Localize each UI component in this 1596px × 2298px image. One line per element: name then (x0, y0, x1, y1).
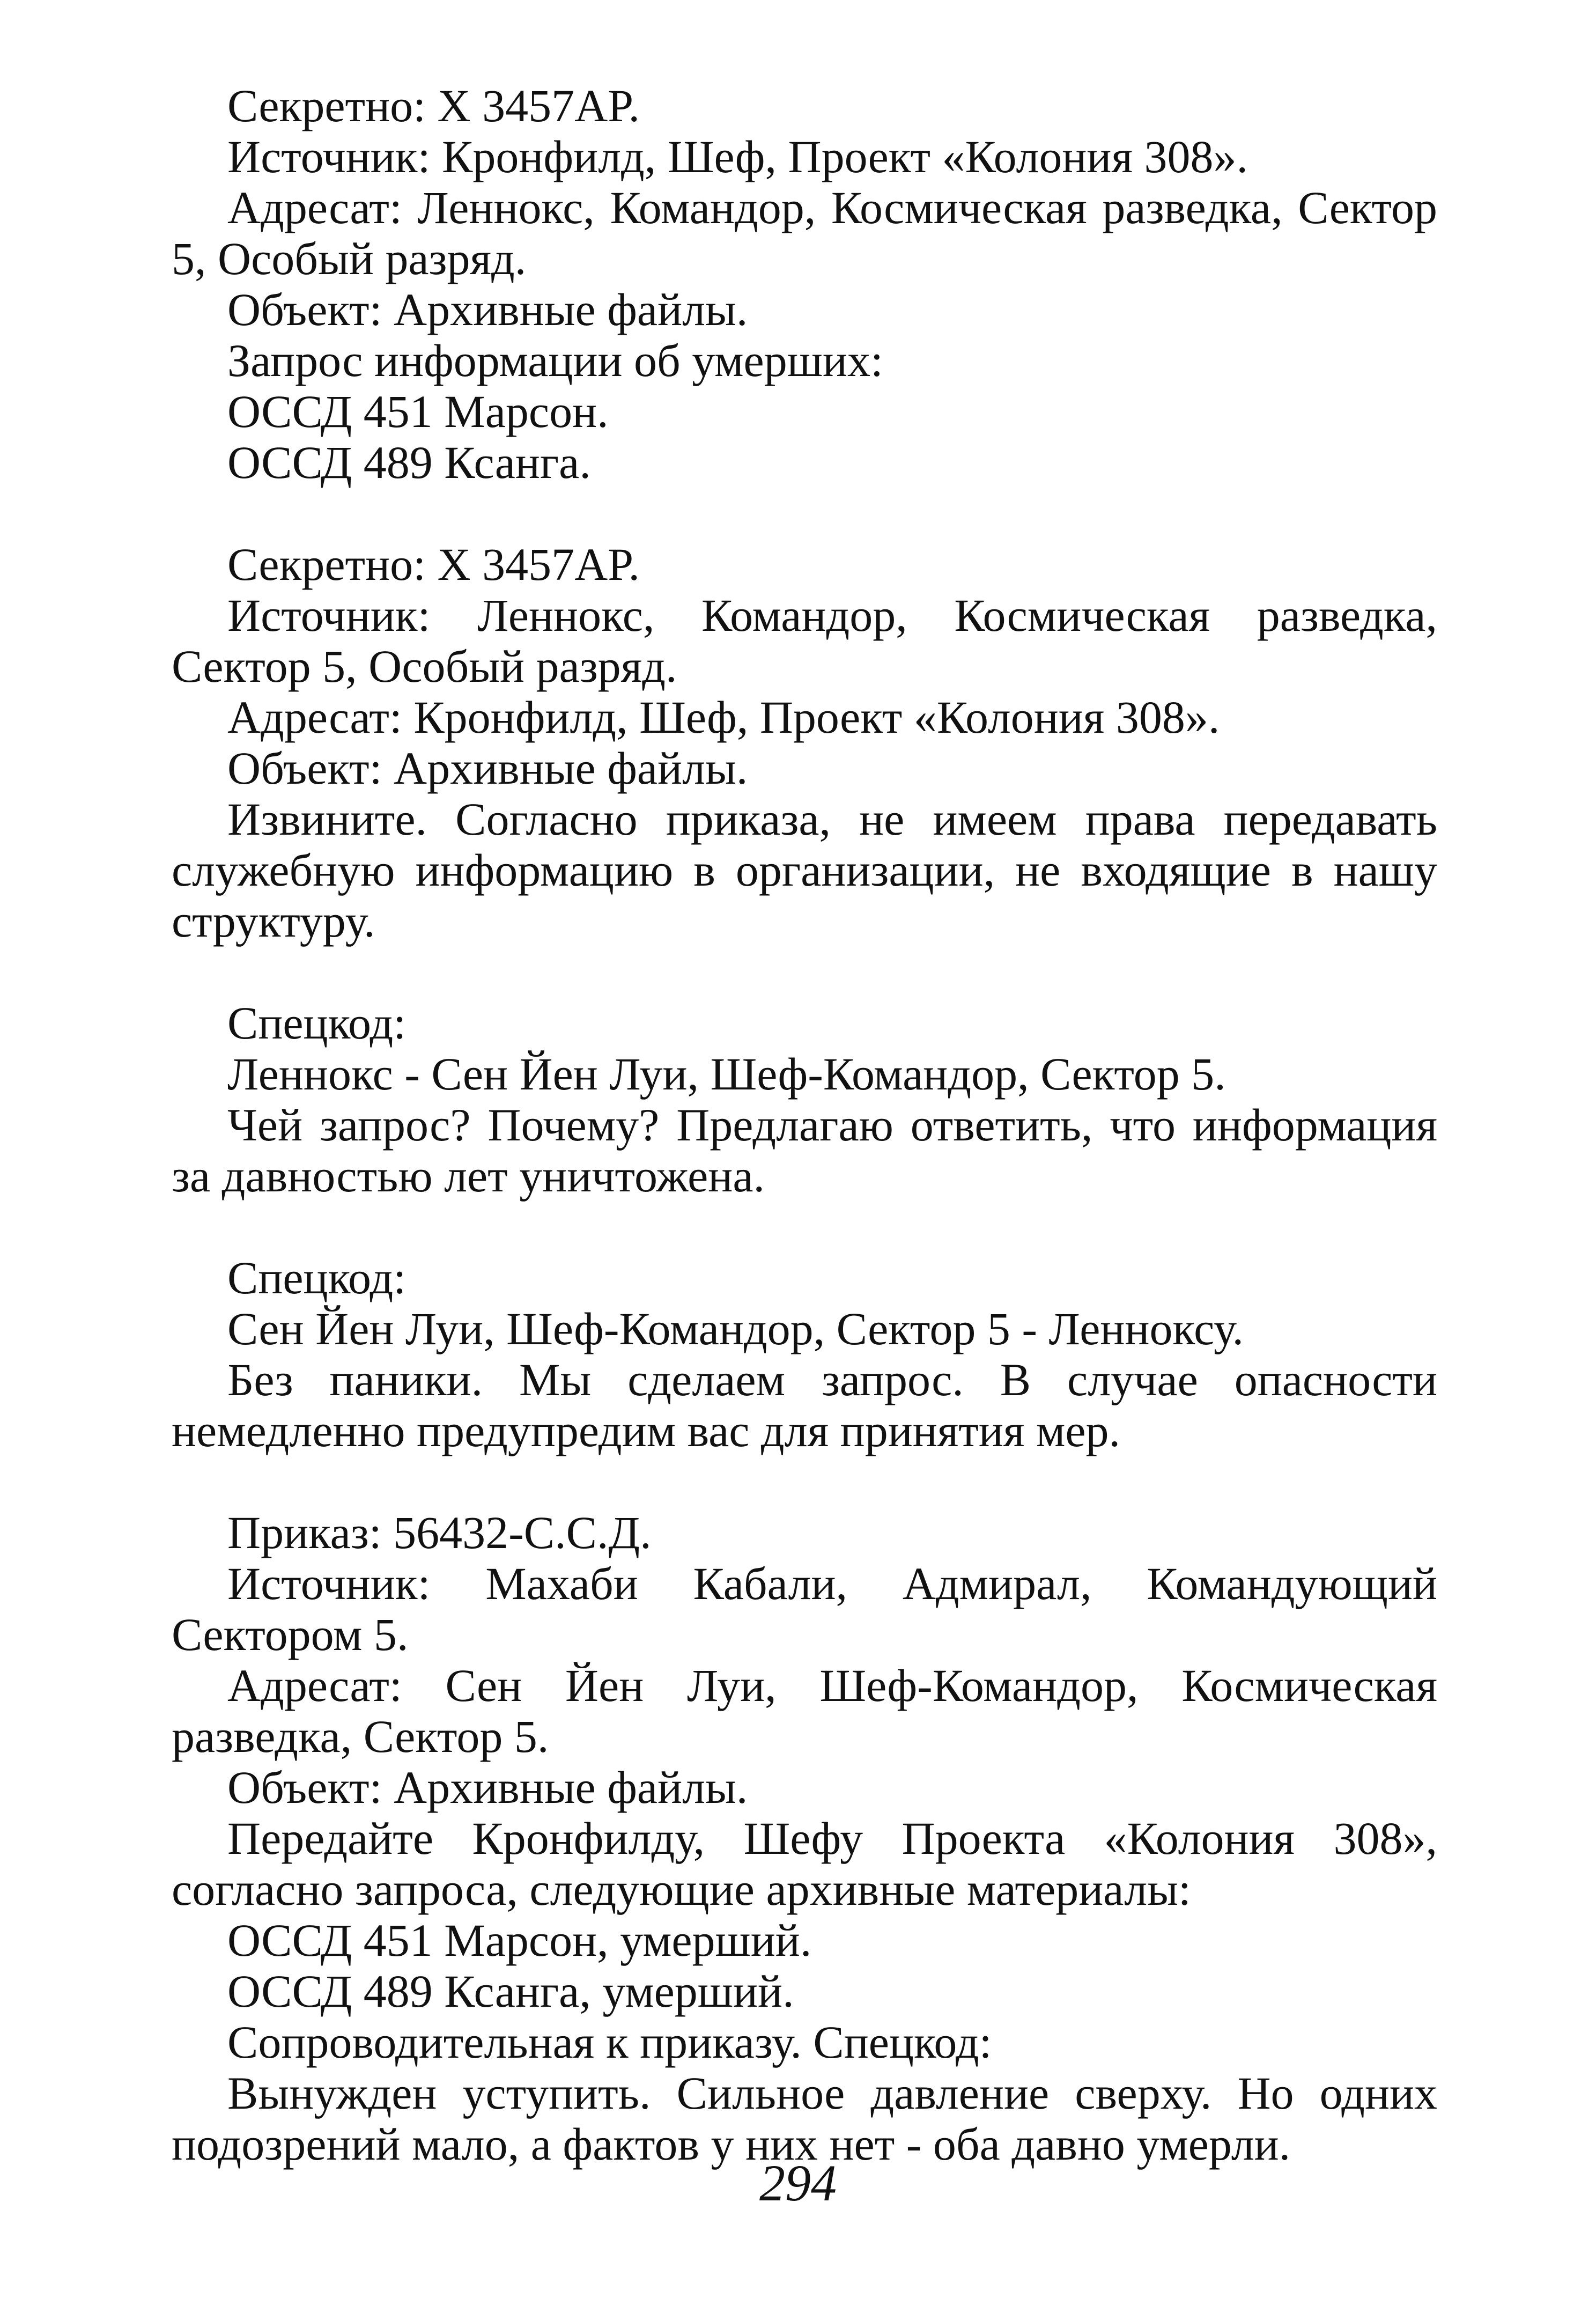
paragraph: Адресат: Сен Йен Луи, Шеф-Командор, Космическая разведка, Сектор 5. (172, 1660, 1437, 1762)
message-block-4 (172, 1253, 1437, 1456)
paragraph: ОССД 489 Ксанга, умерший. (227, 1965, 794, 2017)
paragraph: Чей запрос? Почему? Предлагаю ответить, что информация за давностью лет уничтожена. (172, 1099, 1437, 1202)
paragraph: Приказ: 56432-С.С.Д. (227, 1507, 652, 1558)
paragraph: Источник: Махаби Кабали, Адмирал, Командующий Сектором 5. (172, 1558, 1437, 1660)
paragraph: Объект: Архивные файлы. (227, 742, 748, 794)
message-block-3 (172, 998, 1437, 1202)
paragraph: Сен Йен Луи, Шеф-Командор, Сектор 5 - Ленноксу. (227, 1303, 1244, 1354)
paragraph: Вынужден уступить. Сильное давление сверху. Но одних подозрений мало, а фактов у них нет - оба давно умерли. (172, 2067, 1437, 2170)
paragraph: Адресат: Леннокс, Командор, Космическая разведка, Сектор 5, Особый разряд. (172, 182, 1437, 284)
page-text (172, 80, 1437, 2170)
message-block-2 (172, 539, 1437, 947)
paragraph: ОССД 451 Марсон, умерший. (227, 1914, 812, 1966)
paragraph: Секретно: X 3457AP. (227, 80, 640, 131)
paragraph: Передайте Кронфилду, Шефу Проекта «Колония 308», согласно запроса, следующие архивные материалы: (172, 1813, 1437, 1915)
paragraph: ОССД 489 Ксанга. (227, 437, 591, 488)
paragraph: Спецкод: (227, 1252, 407, 1303)
paragraph: Источник: Леннокс, Командор, Космическая разведка, Сектор 5, Особый разряд. (172, 590, 1437, 692)
paragraph: Сопроводительная к приказу. Спецкод: (227, 2016, 992, 2068)
paragraph: Секретно: X 3457AP. (227, 539, 640, 590)
paragraph: Адресат: Кронфилд, Шеф, Проект «Колония 308». (227, 691, 1220, 743)
paragraph: Извините. Согласно приказа, не имеем права передавать служебную информацию в организации, не входящие в нашу структуру. (172, 793, 1437, 947)
paragraph: Без паники. Мы сделаем запрос. В случае опасности немедленно предупредим вас для принятия мер. (172, 1354, 1437, 1456)
page-number: 294 (759, 2154, 837, 2212)
message-block-1 (172, 80, 1437, 488)
paragraph: Объект: Архивные файлы. (227, 284, 748, 335)
message-block-5 (172, 1507, 1437, 2170)
paragraph: Спецкод: (227, 997, 407, 1049)
paragraph: Запрос информации об умерших: (227, 335, 883, 386)
paragraph: ОССД 451 Марсон. (227, 386, 609, 437)
paragraph: Источник: Кронфилд, Шеф, Проект «Колония 308». (227, 131, 1248, 182)
paragraph: Леннокс - Сен Йен Луи, Шеф-Командор, Сектор 5. (227, 1048, 1226, 1100)
paragraph: Объект: Архивные файлы. (227, 1762, 748, 1813)
